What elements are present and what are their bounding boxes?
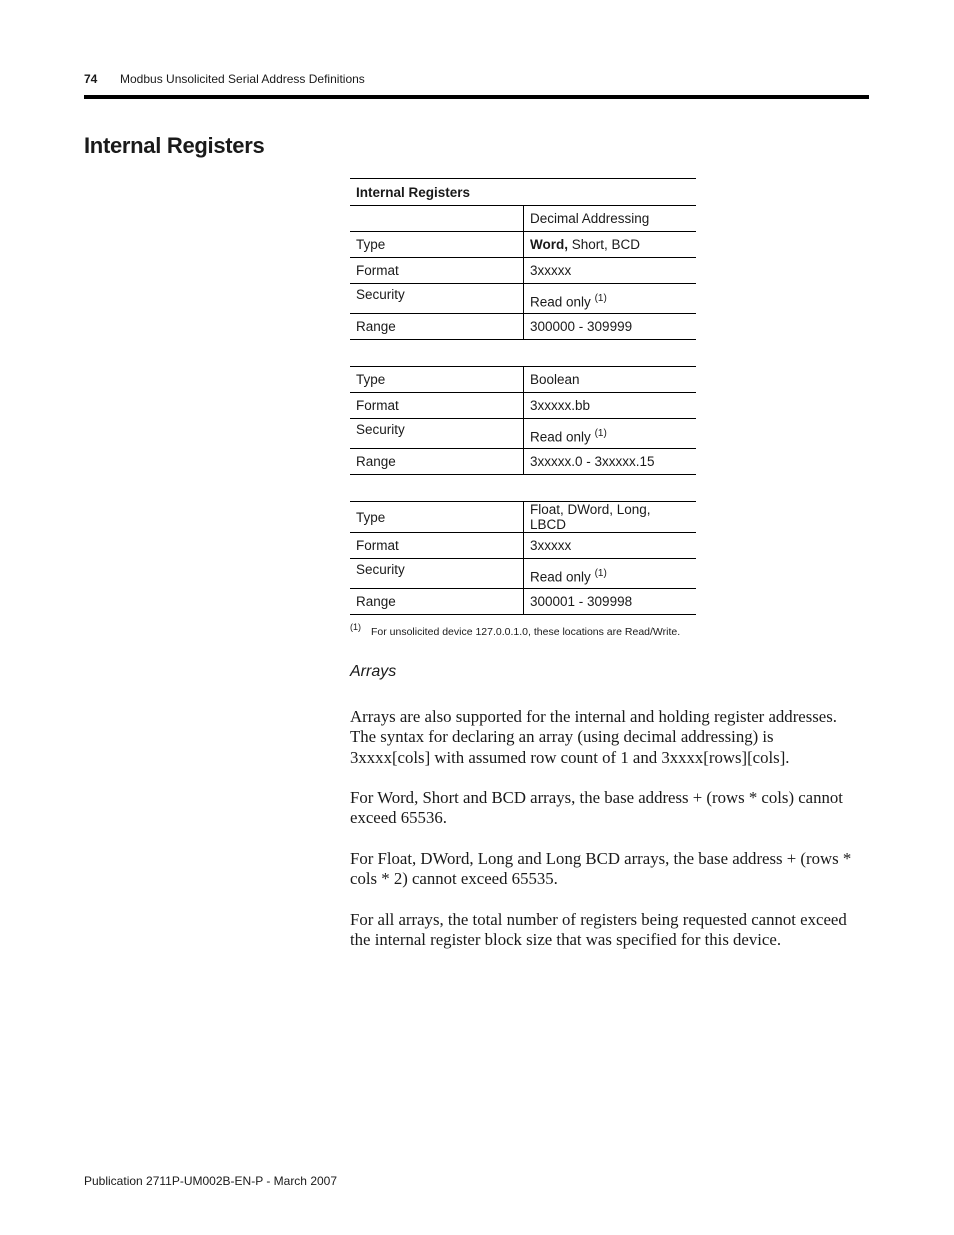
footnote-ref: (1) [594, 293, 607, 305]
footnote-ref: (1) [594, 568, 607, 580]
footnote-marker: (1) [350, 622, 361, 632]
type-label: Type [350, 367, 524, 393]
type-label: Type [350, 232, 524, 258]
format-label: Format [350, 533, 524, 559]
paragraph: For Word, Short and BCD arrays, the base address + (rows * cols) cannot exceed 65536. [350, 788, 843, 828]
page-footer: Publication 2711P-UM002B-EN-P - March 2007 [84, 1174, 338, 1188]
security-label: Security [350, 284, 524, 314]
table-row [350, 419, 696, 449]
paragraph: Arrays are also supported for the internal and holding register addresses. The syntax for declaring an array (using decimal addressing) is 3xxxx[cols] with assumed row count of 1 and 3xxxx[rows][cols]. [350, 707, 837, 767]
format-value: 3xxxxx [530, 263, 572, 278]
footnote-ref: (1) [594, 428, 607, 440]
footnote-text: For unsolicited device 127.0.0.1.0, these locations are Read/Write. [371, 626, 681, 638]
table-row [350, 393, 696, 419]
section-title: Internal Registers [84, 133, 265, 158]
type-value [524, 232, 697, 258]
table-spacer [350, 475, 696, 501]
range-label: Range [350, 314, 524, 340]
addressing-header: Decimal Addressing [530, 211, 650, 226]
table-row [350, 449, 696, 475]
arrays-heading: Arrays [350, 663, 397, 680]
table-row [350, 284, 696, 314]
format-label: Format [350, 393, 524, 419]
running-title: Modbus Unsolicited Serial Address Definitions [120, 72, 365, 86]
table-row [350, 502, 696, 533]
range-label: Range [350, 449, 524, 475]
table-row [350, 206, 696, 232]
table-row [350, 367, 696, 393]
range-label: Range [350, 589, 524, 615]
table-group-float [350, 501, 696, 615]
paragraph: For all arrays, the total number of registers being requested cannot exceed the internal register block size that was specified for this device. [350, 909, 847, 950]
security-text: Read only [530, 294, 591, 310]
security-text: Read only [530, 569, 591, 585]
table-row [350, 533, 696, 559]
table-row [350, 258, 696, 284]
type-value-rest: Short, BCD [568, 237, 641, 252]
table-row [350, 232, 696, 258]
arrays-body [350, 707, 855, 971]
security-value [524, 559, 697, 589]
table-caption-row [350, 179, 696, 206]
security-label: Security [350, 559, 524, 589]
paragraph: For Float, DWord, Long and Long BCD arrays, the base address + (rows * cols * 2) cannot exceed 65535. [350, 849, 852, 889]
security-value [524, 284, 697, 314]
security-text: Read only [530, 429, 591, 445]
security-label: Security [350, 419, 524, 449]
table-spacer [350, 340, 696, 366]
table-row [350, 314, 696, 340]
format-label: Format [350, 258, 524, 284]
security-value [524, 419, 697, 449]
format-value: 3xxxxx [530, 538, 572, 553]
range-value: 300001 - 309998 [530, 594, 633, 609]
format-value: 3xxxxx.bb [530, 398, 591, 413]
table-cell [350, 206, 524, 232]
running-header [84, 72, 869, 90]
table-caption: Internal Registers [356, 184, 471, 200]
range-value: 3xxxxx.0 - 3xxxxx.15 [530, 454, 655, 469]
range-value: 300000 - 309999 [530, 319, 633, 334]
header-rule [84, 95, 869, 99]
type-value: Boolean [530, 372, 580, 387]
table-group-boolean [350, 366, 696, 475]
table-row [350, 559, 696, 589]
type-value: Float, DWord, Long, LBCD [530, 502, 651, 532]
type-label: Type [350, 502, 524, 533]
type-value-bold: Word, [530, 237, 568, 252]
table-row [350, 589, 696, 615]
table-group-word [350, 178, 696, 340]
page-number: 74 [84, 72, 98, 86]
register-tables [350, 178, 696, 615]
